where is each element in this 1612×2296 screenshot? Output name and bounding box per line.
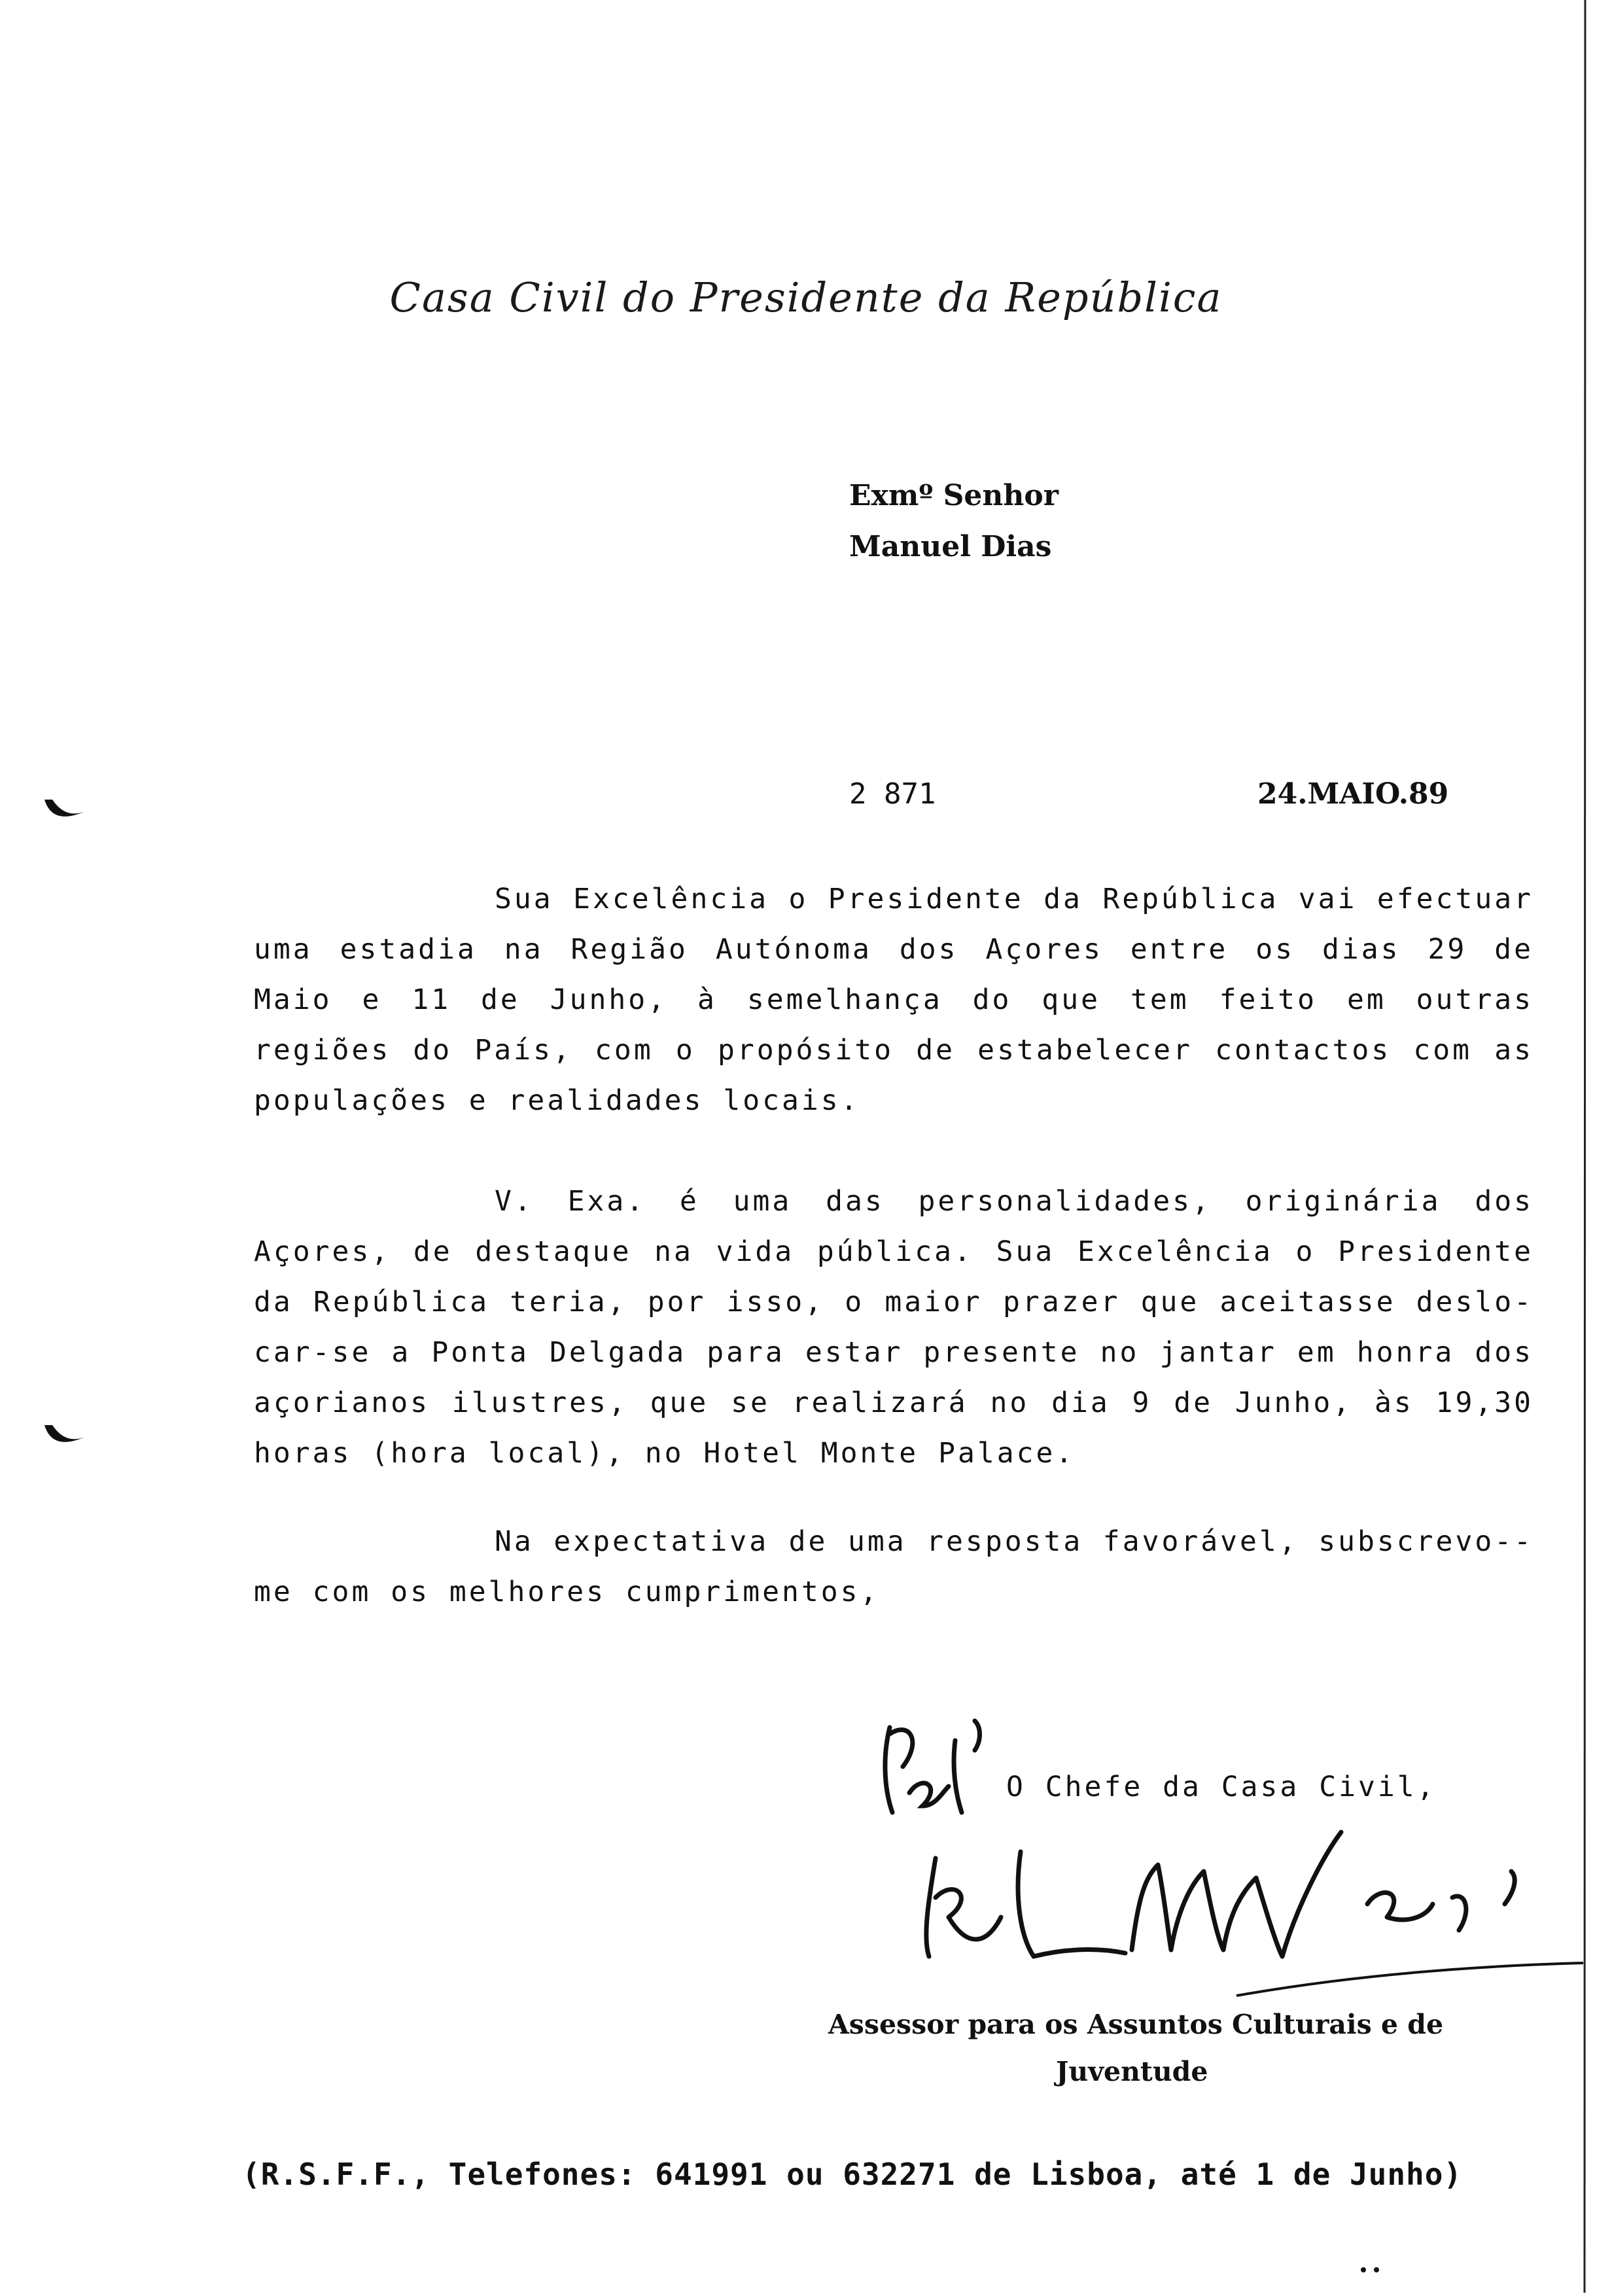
- pen-stroke-mark: [1230, 1950, 1596, 2005]
- scan-speck: [1358, 2265, 1384, 2278]
- page-edge-line: [1583, 0, 1587, 2293]
- punch-hole-mark-icon: [39, 1419, 92, 1461]
- letterhead: Casa Civil do Presidente da República: [389, 274, 1223, 321]
- letter-date: 24.MAIO.89: [1257, 777, 1449, 811]
- recipient-salutation: Exmº Senhor: [849, 479, 1059, 512]
- punch-hole-mark-icon: [39, 793, 92, 836]
- footer-note: (R.S.F.F., Telefones: 641991 ou 632271 de Lisboa, até 1 de Junho): [242, 2157, 1463, 2192]
- body-paragraph-3: Na expectativa de uma resposta favorável, subscrevo--me com os melhores cumprimentos,: [254, 1525, 1533, 1608]
- body-paragraph-2: V. Exa. é uma das personalidades, originária dos Açores, de destaque na vida pública. Sua Excelência o Presidente da República teria, por isso, o maior prazer que aceitasse deslo-car-se a Ponta Delgada para estar presente no jantar em honra dos açorianos ilustres, que se realizará no dia 9 de Junho, às 19,30 horas (hora local), no Hotel Monte Palace.: [254, 1185, 1533, 1470]
- recipient-name: Manuel Dias: [849, 530, 1052, 563]
- handwritten-initials: [870, 1714, 1001, 1829]
- signatory-title: O Chefe da Casa Civil,: [1006, 1771, 1437, 1803]
- reference-number: 2 871: [849, 777, 936, 811]
- signatory-role-line2: Juventude: [1056, 2056, 1208, 2087]
- body-paragraph-1: Sua Excelência o Presidente da República vai efectuar uma estadia na Região Autónoma dos Açores entre os dias 29 de Maio e 11 de Junho, à semelhança do que tem feito em outras regiões do País, com o propósito de estabelecer contactos com as populações e realidades locais.: [254, 883, 1533, 1117]
- signatory-role-line1: Assessor para os Assuntos Culturais e de: [828, 2009, 1444, 2040]
